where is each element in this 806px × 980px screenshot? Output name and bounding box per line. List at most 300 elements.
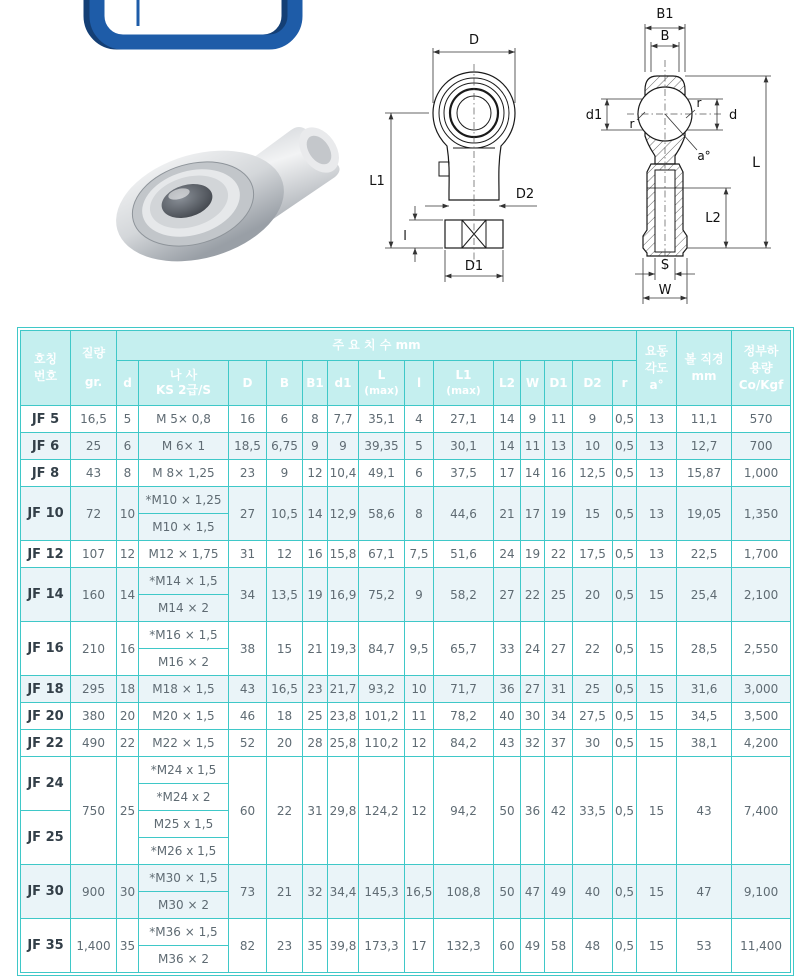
thread-cell: M12 × 1,75: [139, 541, 229, 568]
value-cell: 58,2: [434, 568, 494, 622]
header-dim: B: [267, 361, 303, 406]
spec-table: [20, 330, 791, 973]
value-cell: 0,5: [613, 460, 637, 487]
value-cell: 49,1: [359, 460, 405, 487]
mass-cell: 160: [71, 568, 117, 622]
value-cell: 11: [405, 703, 434, 730]
dim-label-d: d: [729, 108, 738, 123]
value-cell: 47: [521, 865, 545, 919]
thread-cell: M20 × 1,5: [139, 703, 229, 730]
value-cell: 16: [229, 406, 267, 433]
dim-label-L1: L1: [369, 174, 385, 189]
header-dim: B1: [303, 361, 328, 406]
model-cell: JF 6: [21, 433, 71, 460]
thread-cell: M22 × 1,5: [139, 730, 229, 757]
value-cell: 30: [521, 703, 545, 730]
value-cell: 40: [573, 865, 613, 919]
value-cell: 16,9: [328, 568, 359, 622]
model-cell: JF 16: [21, 622, 71, 676]
value-cell: 58: [545, 919, 573, 973]
table-row: [21, 622, 791, 649]
mass-cell: 107: [71, 541, 117, 568]
value-cell: 84,2: [434, 730, 494, 757]
value-cell: 49: [521, 919, 545, 973]
d-cell: 16: [117, 622, 139, 676]
thread-cell: *M24 x 1,5: [139, 757, 229, 784]
thread-cell: M 6× 1: [139, 433, 229, 460]
value-cell: 43: [677, 757, 732, 865]
value-cell: 36: [521, 757, 545, 865]
value-cell: 23: [229, 460, 267, 487]
value-cell: 50: [494, 865, 521, 919]
value-cell: 13: [637, 541, 677, 568]
value-cell: 22: [267, 757, 303, 865]
value-cell: 7,7: [328, 406, 359, 433]
value-cell: 0,5: [613, 406, 637, 433]
dim-label-d1: d1: [585, 108, 603, 123]
value-cell: 48: [573, 919, 613, 973]
value-cell: 1,000: [732, 460, 791, 487]
value-cell: 49: [545, 865, 573, 919]
value-cell: 6: [267, 406, 303, 433]
value-cell: 82: [229, 919, 267, 973]
value-cell: 10: [573, 433, 613, 460]
value-cell: 0,5: [613, 487, 637, 541]
value-cell: 7,400: [732, 757, 791, 865]
value-cell: 38,1: [677, 730, 732, 757]
mass-cell: 750: [71, 757, 117, 865]
dim-label-L2: L2: [705, 211, 721, 226]
value-cell: 21: [267, 865, 303, 919]
value-cell: 28,5: [677, 622, 732, 676]
header-mass: [71, 331, 117, 406]
header-mass-line2: gr.: [84, 375, 103, 390]
value-cell: 37,5: [434, 460, 494, 487]
model-cell: JF 10: [21, 487, 71, 541]
value-cell: 37: [545, 730, 573, 757]
value-cell: 17: [494, 460, 521, 487]
value-cell: 46: [229, 703, 267, 730]
value-cell: 108,8: [434, 865, 494, 919]
value-cell: 101,2: [359, 703, 405, 730]
value-cell: 570: [732, 406, 791, 433]
value-cell: 15: [573, 487, 613, 541]
thread-cell: M25 x 1,5: [139, 811, 229, 838]
value-cell: 19: [303, 568, 328, 622]
thread-cell: *M10 × 1,25: [139, 487, 229, 514]
value-cell: 19: [545, 487, 573, 541]
value-cell: 110,2: [359, 730, 405, 757]
table-row: [21, 757, 791, 784]
value-cell: 15: [637, 568, 677, 622]
thread-cell: M36 × 2: [139, 946, 229, 973]
value-cell: 145,3: [359, 865, 405, 919]
value-cell: 9: [328, 433, 359, 460]
value-cell: 6,75: [267, 433, 303, 460]
d-cell: 22: [117, 730, 139, 757]
value-cell: 38: [229, 622, 267, 676]
value-cell: 31: [229, 541, 267, 568]
value-cell: 10,5: [267, 487, 303, 541]
value-cell: 11: [521, 433, 545, 460]
value-cell: 25: [573, 676, 613, 703]
dim-label-D2: D2: [515, 187, 535, 202]
value-cell: 9: [521, 406, 545, 433]
front-view-diagram: [355, 18, 590, 308]
value-cell: 25: [303, 703, 328, 730]
thread-cell: *M26 x 1,5: [139, 838, 229, 865]
value-cell: 0,5: [613, 433, 637, 460]
value-cell: 15: [637, 730, 677, 757]
value-cell: 19,3: [328, 622, 359, 676]
value-cell: 10: [405, 676, 434, 703]
value-cell: 15: [637, 676, 677, 703]
d-cell: 6: [117, 433, 139, 460]
value-cell: 16: [303, 541, 328, 568]
dim-label-l: l: [403, 229, 407, 244]
value-cell: 14: [494, 433, 521, 460]
value-cell: 124,2: [359, 757, 405, 865]
header-static-load: 정부하 용량 Co/Kgf: [732, 331, 791, 406]
value-cell: 23: [303, 676, 328, 703]
logo-fragment: [83, 0, 318, 62]
value-cell: 14: [494, 406, 521, 433]
d-cell: 30: [117, 865, 139, 919]
value-cell: 15: [637, 757, 677, 865]
value-cell: 94,2: [434, 757, 494, 865]
value-cell: 10,4: [328, 460, 359, 487]
header-ball-diameter: 볼 직경 mm: [677, 331, 732, 406]
mass-cell: 43: [71, 460, 117, 487]
value-cell: 19: [521, 541, 545, 568]
model-cell: JF 35: [21, 919, 71, 973]
value-cell: 35,1: [359, 406, 405, 433]
model-cell: JF 12: [21, 541, 71, 568]
d-cell: 10: [117, 487, 139, 541]
value-cell: 12,7: [677, 433, 732, 460]
value-cell: 34: [545, 703, 573, 730]
value-cell: 25,4: [677, 568, 732, 622]
header-model: [21, 331, 71, 406]
value-cell: 16,5: [405, 865, 434, 919]
value-cell: 9,100: [732, 865, 791, 919]
dim-label-B: B: [660, 29, 670, 44]
d-cell: 8: [117, 460, 139, 487]
value-cell: 47: [677, 865, 732, 919]
value-cell: 31: [545, 676, 573, 703]
value-cell: 73: [229, 865, 267, 919]
header-row-1: [21, 331, 791, 361]
d-cell: 25: [117, 757, 139, 865]
mass-cell: 1,400: [71, 919, 117, 973]
value-cell: 8: [303, 406, 328, 433]
model-cell: JF 5: [21, 406, 71, 433]
table-row: [21, 541, 791, 568]
value-cell: 43: [229, 676, 267, 703]
value-cell: 43: [494, 730, 521, 757]
side-view-diagram: [583, 0, 806, 312]
thread-cell: M10 × 1,5: [139, 514, 229, 541]
value-cell: 12: [405, 757, 434, 865]
value-cell: 9: [405, 568, 434, 622]
value-cell: 9,5: [405, 622, 434, 676]
value-cell: 18,5: [229, 433, 267, 460]
value-cell: 8: [405, 487, 434, 541]
value-cell: 4: [405, 406, 434, 433]
value-cell: 22: [521, 568, 545, 622]
value-cell: 20: [267, 730, 303, 757]
mass-cell: 72: [71, 487, 117, 541]
value-cell: 11,1: [677, 406, 732, 433]
table-row: [21, 919, 791, 946]
thread-cell: M14 × 2: [139, 595, 229, 622]
value-cell: 93,2: [359, 676, 405, 703]
value-cell: 0,5: [613, 568, 637, 622]
value-cell: 11,400: [732, 919, 791, 973]
thread-cell: *M30 × 1,5: [139, 865, 229, 892]
value-cell: 27: [494, 568, 521, 622]
value-cell: 9: [303, 433, 328, 460]
model-cell: JF 30: [21, 865, 71, 919]
dim-label-B1: B1: [656, 7, 674, 22]
table-row: [21, 568, 791, 595]
value-cell: 23: [267, 919, 303, 973]
d-cell: 12: [117, 541, 139, 568]
table-row: [21, 406, 791, 433]
header-dim: D: [229, 361, 267, 406]
d-cell: 18: [117, 676, 139, 703]
value-cell: 23,8: [328, 703, 359, 730]
value-cell: 34: [229, 568, 267, 622]
value-cell: 12: [267, 541, 303, 568]
value-cell: 51,6: [434, 541, 494, 568]
value-cell: 0,5: [613, 757, 637, 865]
model-cell: JF 22: [21, 730, 71, 757]
value-cell: 12: [303, 460, 328, 487]
value-cell: 1,700: [732, 541, 791, 568]
value-cell: 28: [303, 730, 328, 757]
value-cell: 3,000: [732, 676, 791, 703]
value-cell: 24: [494, 541, 521, 568]
value-cell: 58,6: [359, 487, 405, 541]
d-cell: 35: [117, 919, 139, 973]
value-cell: 17: [521, 487, 545, 541]
value-cell: 84,7: [359, 622, 405, 676]
value-cell: 36: [494, 676, 521, 703]
thread-cell: *M14 × 1,5: [139, 568, 229, 595]
value-cell: 60: [229, 757, 267, 865]
thread-cell: M16 × 2: [139, 649, 229, 676]
dim-label-r-right: r: [696, 96, 702, 110]
value-cell: 173,3: [359, 919, 405, 973]
value-cell: 13: [637, 406, 677, 433]
thread-cell: *M36 × 1,5: [139, 919, 229, 946]
header-mass-line1: 질량: [81, 345, 106, 360]
value-cell: 0,5: [613, 865, 637, 919]
dim-label-D: D: [468, 33, 480, 48]
value-cell: 27: [521, 676, 545, 703]
value-cell: 20: [573, 568, 613, 622]
value-cell: 15: [267, 622, 303, 676]
table-row: [21, 730, 791, 757]
header-dim: l: [405, 361, 434, 406]
header-dim: W: [521, 361, 545, 406]
value-cell: 6: [405, 460, 434, 487]
mass-cell: 295: [71, 676, 117, 703]
value-cell: 53: [677, 919, 732, 973]
value-cell: 33: [494, 622, 521, 676]
mass-cell: 900: [71, 865, 117, 919]
value-cell: 52: [229, 730, 267, 757]
model-cell: JF 14: [21, 568, 71, 622]
value-cell: 32: [303, 865, 328, 919]
value-cell: 31: [303, 757, 328, 865]
table-row: [21, 433, 791, 460]
value-cell: 35: [303, 919, 328, 973]
value-cell: 15: [637, 703, 677, 730]
value-cell: 17,5: [573, 541, 613, 568]
header-dim: D2: [573, 361, 613, 406]
header-dim: D1: [545, 361, 573, 406]
value-cell: 700: [732, 433, 791, 460]
value-cell: 0,5: [613, 541, 637, 568]
header-dim: 나 사 KS 2급/S: [139, 361, 229, 406]
value-cell: 12,9: [328, 487, 359, 541]
value-cell: 13: [637, 433, 677, 460]
value-cell: 19,05: [677, 487, 732, 541]
table-row: [21, 703, 791, 730]
header-model-line2: 번호: [33, 369, 58, 383]
value-cell: 27: [229, 487, 267, 541]
mass-cell: 25: [71, 433, 117, 460]
value-cell: 16,5: [267, 676, 303, 703]
value-cell: 15: [637, 865, 677, 919]
dim-label-S: S: [660, 258, 670, 273]
dim-label-a: a°: [697, 149, 711, 163]
value-cell: 17: [405, 919, 434, 973]
dim-label-r-left: r: [629, 117, 635, 131]
value-cell: 15: [637, 919, 677, 973]
value-cell: 0,5: [613, 622, 637, 676]
value-cell: 14: [303, 487, 328, 541]
value-cell: 0,5: [613, 730, 637, 757]
thread-cell: M18 × 1,5: [139, 676, 229, 703]
value-cell: 25,8: [328, 730, 359, 757]
value-cell: 29,8: [328, 757, 359, 865]
d-cell: 5: [117, 406, 139, 433]
model-cell: JF 25: [21, 811, 71, 865]
value-cell: 12,5: [573, 460, 613, 487]
value-cell: 22: [573, 622, 613, 676]
value-cell: 44,6: [434, 487, 494, 541]
value-cell: 34,4: [328, 865, 359, 919]
value-cell: 14: [521, 460, 545, 487]
value-cell: 13: [637, 460, 677, 487]
value-cell: 16: [545, 460, 573, 487]
value-cell: 1,350: [732, 487, 791, 541]
value-cell: 34,5: [677, 703, 732, 730]
model-cell: JF 20: [21, 703, 71, 730]
value-cell: 132,3: [434, 919, 494, 973]
value-cell: 42: [545, 757, 573, 865]
table-row: [21, 865, 791, 892]
value-cell: 5: [405, 433, 434, 460]
value-cell: 40: [494, 703, 521, 730]
header-dim: d1: [328, 361, 359, 406]
thread-cell: M30 × 2: [139, 892, 229, 919]
dim-label-L: L: [752, 155, 760, 171]
thread-cell: *M16 × 1,5: [139, 622, 229, 649]
table-row: [21, 676, 791, 703]
value-cell: 39,8: [328, 919, 359, 973]
value-cell: 0,5: [613, 919, 637, 973]
value-cell: 0,5: [613, 703, 637, 730]
value-cell: 13,5: [267, 568, 303, 622]
header-main-dims: 주 요 치 수 mm: [117, 331, 637, 361]
value-cell: 60: [494, 919, 521, 973]
mass-cell: 210: [71, 622, 117, 676]
value-cell: 9: [573, 406, 613, 433]
value-cell: 4,200: [732, 730, 791, 757]
value-cell: 32: [521, 730, 545, 757]
model-cell: JF 18: [21, 676, 71, 703]
model-cell: JF 24: [21, 757, 71, 811]
value-cell: 13: [545, 433, 573, 460]
header-dim: L (max): [359, 361, 405, 406]
value-cell: 75,2: [359, 568, 405, 622]
value-cell: 25: [545, 568, 573, 622]
spec-table-body: [21, 406, 791, 973]
value-cell: 78,2: [434, 703, 494, 730]
table-row: [21, 487, 791, 514]
mass-cell: 16,5: [71, 406, 117, 433]
value-cell: 71,7: [434, 676, 494, 703]
d-cell: 20: [117, 703, 139, 730]
value-cell: 27,5: [573, 703, 613, 730]
value-cell: 12: [405, 730, 434, 757]
mass-cell: 490: [71, 730, 117, 757]
header-angle: 요동 각도 a°: [637, 331, 677, 406]
header-dim: r: [613, 361, 637, 406]
value-cell: 15,87: [677, 460, 732, 487]
header-model-line1: 호칭: [33, 352, 58, 366]
value-cell: 24: [521, 622, 545, 676]
value-cell: 30: [573, 730, 613, 757]
value-cell: 39,35: [359, 433, 405, 460]
value-cell: 15: [637, 622, 677, 676]
dim-label-W: W: [658, 283, 672, 298]
value-cell: 27,1: [434, 406, 494, 433]
value-cell: 3,500: [732, 703, 791, 730]
thread-cell: M 5× 0,8: [139, 406, 229, 433]
value-cell: 31,6: [677, 676, 732, 703]
value-cell: 9: [267, 460, 303, 487]
header-dim: L1 (max): [434, 361, 494, 406]
table-row: [21, 460, 791, 487]
value-cell: 22,5: [677, 541, 732, 568]
value-cell: 27: [545, 622, 573, 676]
value-cell: 13: [637, 487, 677, 541]
mass-cell: 380: [71, 703, 117, 730]
value-cell: 15,8: [328, 541, 359, 568]
value-cell: 18: [267, 703, 303, 730]
header-dim: L2: [494, 361, 521, 406]
value-cell: 0,5: [613, 676, 637, 703]
header-dim: d: [117, 361, 139, 406]
value-cell: 33,5: [573, 757, 613, 865]
value-cell: 50: [494, 757, 521, 865]
value-cell: 67,1: [359, 541, 405, 568]
